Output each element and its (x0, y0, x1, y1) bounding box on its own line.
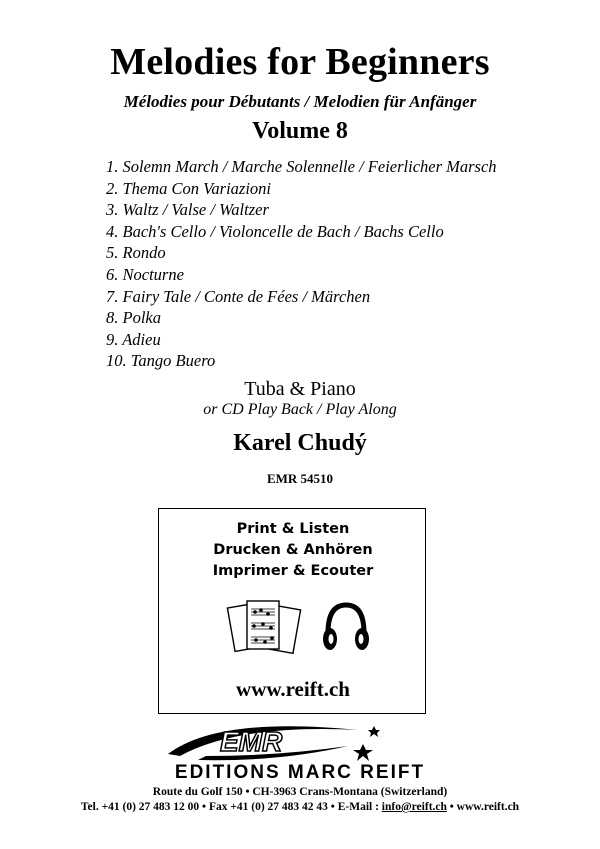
print-listen-box (158, 508, 426, 714)
composer-name: Karel Chudý (233, 430, 367, 456)
contents-item: 8. Polka (106, 308, 161, 328)
sheet-music-icon (225, 595, 305, 661)
instrumentation-subtitle: or CD Play Back / Play Along (203, 401, 397, 418)
publisher-name: EDITIONS MARC REIFT (174, 762, 426, 783)
contents-item: 10. Tango Buero (106, 351, 216, 371)
contents-item: 1. Solemn March / Marche Solennelle / Feierlicher Marsch (106, 157, 497, 176)
promo-line-english: Print & Listen (236, 521, 350, 537)
promo-line-french: Imprimer & Ecouter (212, 563, 374, 579)
cover-title: Melodies for Beginners (110, 41, 490, 83)
email-link[interactable]: info@reift.ch (381, 801, 447, 813)
cover-subtitle: Mélodies pour Débutants / Melodien für Anfänger (123, 92, 477, 111)
promo-line-german: Drucken & Anhören (213, 542, 373, 558)
catalog-number: EMR 54510 (266, 471, 334, 486)
contents-item: 6. Nocturne (106, 264, 184, 284)
instrumentation: Tuba & Piano (244, 378, 356, 400)
contact-website: • www.reift.ch (446, 801, 520, 813)
svg-text:EMR: EMR (220, 726, 283, 757)
emr-logo (158, 716, 388, 764)
contact-phone-fax: Tel. +41 (0) 27 483 12 00 • Fax +41 (0) 27 483 42 43 • E-Mail : (80, 801, 382, 813)
contents-list (106, 156, 497, 372)
contents-item: 2. Thema Con Variazioni (106, 178, 272, 198)
contents-item: 3. Waltz / Valse / Waltzer (106, 200, 269, 220)
contents-item: 5. Rondo (106, 243, 166, 263)
website-url[interactable]: www.reift.ch (236, 677, 350, 701)
contents-item: 7. Fairy Tale / Conte de Fées / Märchen (106, 286, 371, 306)
contents-item: 9. Adieu (106, 329, 161, 349)
volume-label: Volume 8 (252, 118, 348, 144)
publisher-contact (0, 801, 600, 813)
publisher-address: Route du Golf 150 • CH-3963 Crans-Montana (Switzerland) (152, 786, 448, 798)
contents-item: 4. Bach's Cello / Violoncelle de Bach / Bachs Cello (106, 221, 444, 241)
headphones-icon (321, 599, 371, 655)
